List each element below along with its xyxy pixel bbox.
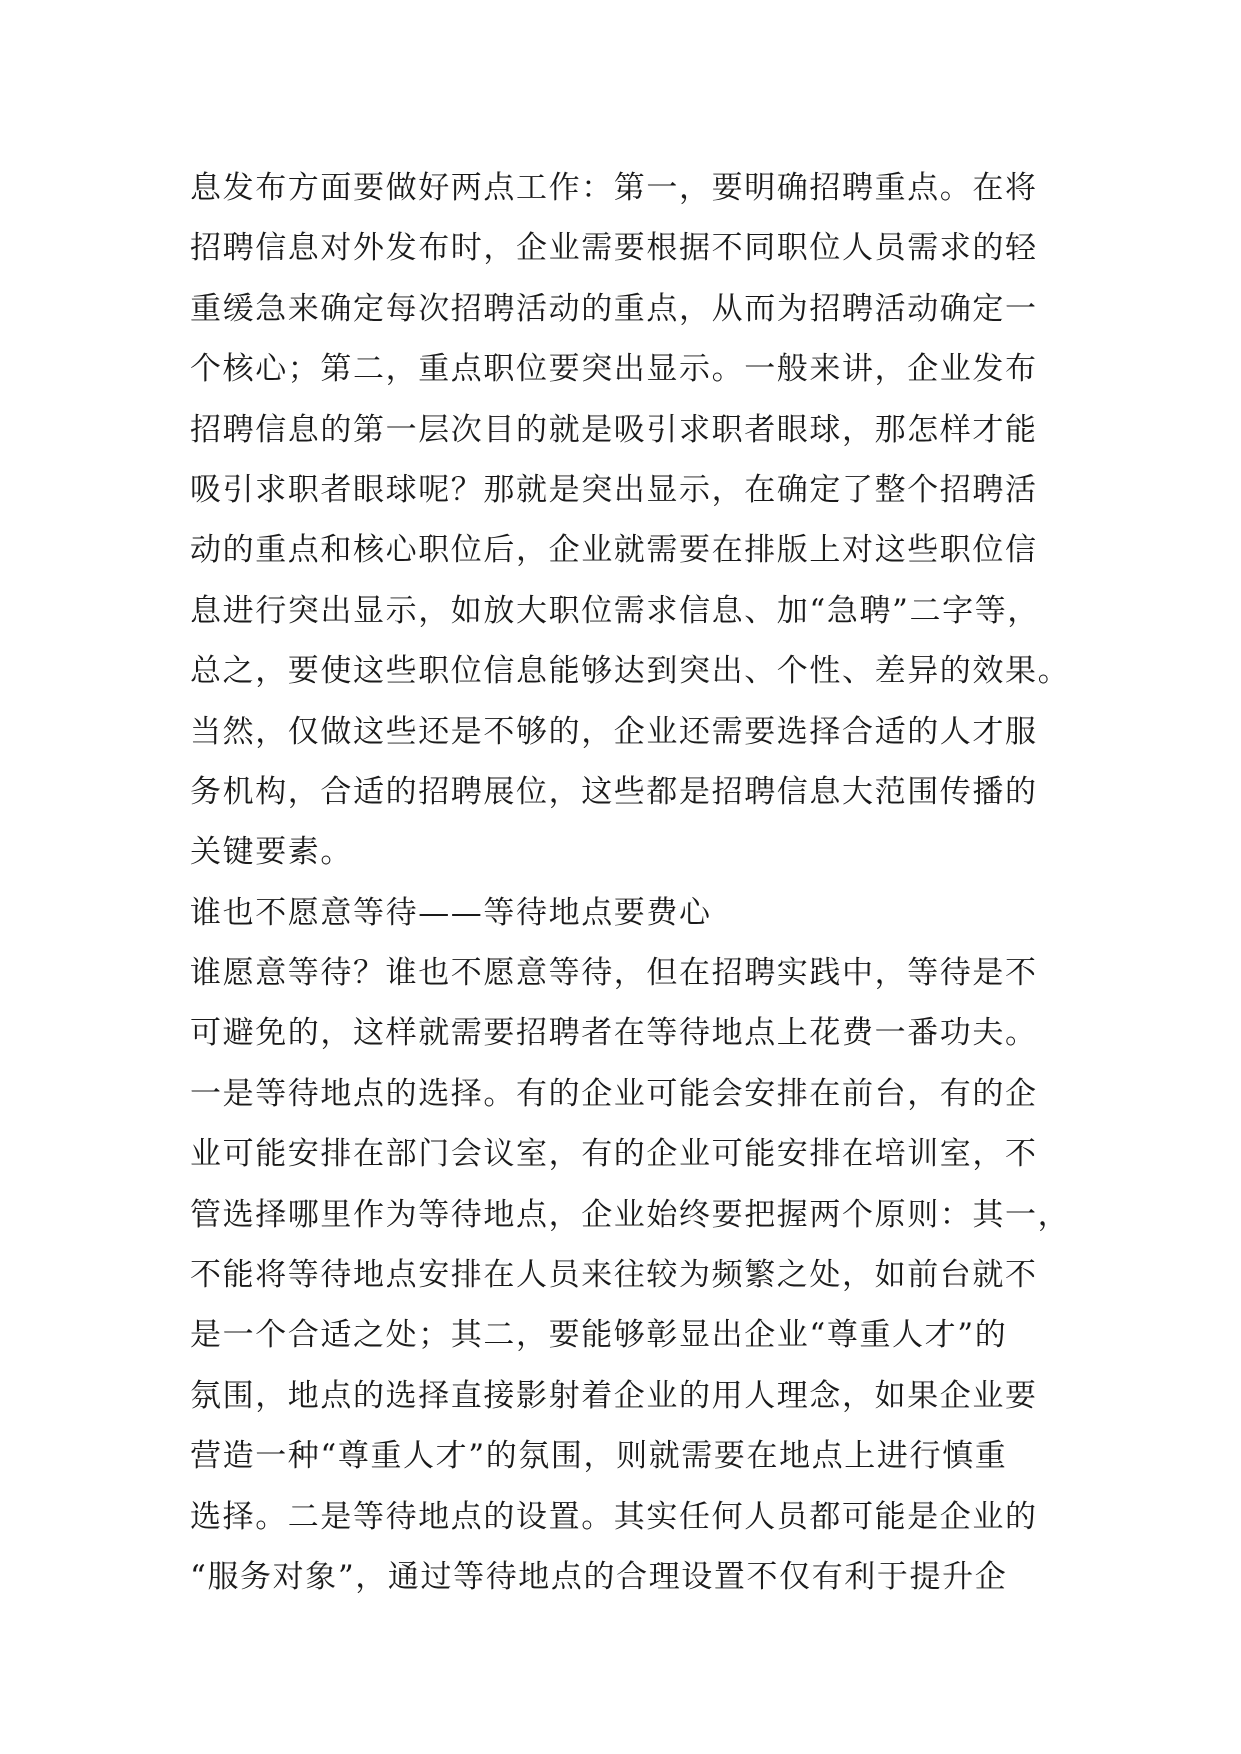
- text-line: 谁愿意等待？谁也不愿意等待，但在招聘实践中，等待是不: [190, 955, 1038, 992]
- text-line: 招聘信息对外发布时，企业需要根据不同职位人员需求的轻: [190, 230, 1038, 267]
- text-line: 营造一种“尊重人才”的氛围，则就需要在地点上进行慎重: [190, 1438, 1008, 1475]
- text-line: 选择。二是等待地点的设置。其实任何人员都可能是企业的: [190, 1498, 1038, 1535]
- text-line: 不能将等待地点安排在人员来往较为频繁之处，如前台就不: [190, 1257, 1038, 1294]
- text-line: “服务对象”，通过等待地点的合理设置不仅有利于提升企: [190, 1558, 1008, 1595]
- text-line: 息进行突出显示，如放大职位需求信息、加“急聘”二字等，: [190, 592, 1040, 629]
- text-line: 当然，仅做这些还是不够的，企业还需要选择合适的人才服: [190, 713, 1038, 750]
- text-line: 管选择哪里作为等待地点，企业始终要把握两个原则：其一，: [190, 1196, 1071, 1233]
- text-line: 是一个合适之处；其二，要能够彰显出企业“尊重人才”的: [190, 1317, 1008, 1354]
- text-line: 个核心；第二，重点职位要突出显示。一般来讲，企业发布: [190, 351, 1038, 388]
- text-line: 可避免的，这样就需要招聘者在等待地点上花费一番功夫。: [190, 1015, 1038, 1052]
- text-line: 动的重点和核心职位后，企业就需要在排版上对这些职位信: [190, 532, 1038, 569]
- text-line: 总之，要使这些职位信息能够达到突出、个性、差异的效果。: [190, 653, 1071, 690]
- text-line: 吸引求职者眼球呢？那就是突出显示，在确定了整个招聘活: [190, 471, 1038, 508]
- body-text: [190, 158, 1071, 1607]
- text-line: 招聘信息的第一层次目的就是吸引求职者眼球，那怎样才能: [190, 411, 1038, 448]
- text-line: 息发布方面要做好两点工作：第一，要明确招聘重点。在将: [190, 170, 1038, 206]
- text-line: 一是等待地点的选择。有的企业可能会安排在前台，有的企: [190, 1075, 1038, 1112]
- text-line: 业可能安排在部门会议室，有的企业可能安排在培训室，不: [190, 1136, 1038, 1173]
- section-heading: 谁也不愿意等待——等待地点要费心: [190, 894, 712, 931]
- text-line: 务机构，合适的招聘展位，这些都是招聘信息大范围传播的: [190, 773, 1038, 810]
- text-line: 关键要素。: [190, 834, 353, 871]
- text-line: 重缓急来确定每次招聘活动的重点，从而为招聘活动确定一: [190, 290, 1038, 327]
- text-line: 氛围，地点的选择直接影射着企业的用人理念，如果企业要: [190, 1377, 1038, 1414]
